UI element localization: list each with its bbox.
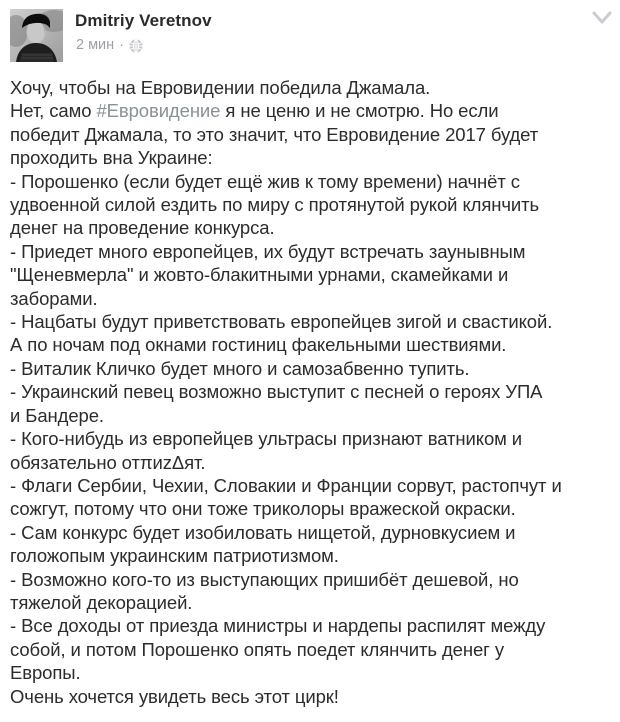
post-text-segment: - Порошенко (если будет ещё жив к тому времени) начнёт с: [10, 170, 520, 192]
post-text-segment: собой, и потом Порошенко опять поедет клянчить денег у: [10, 638, 505, 660]
post-line: [10, 146, 614, 169]
post-line: [10, 614, 614, 637]
post-line: [10, 591, 614, 614]
avatar[interactable]: [10, 9, 63, 62]
globe-icon: [129, 39, 143, 53]
post-text-segment: Очень хочется увидеть весь этот цирк!: [10, 685, 339, 707]
post-text-segment: - Возможно кого-то из выступающих пришибёт дешевой, но: [10, 568, 519, 590]
post-line: [10, 474, 614, 497]
post-text-segment: проходить вна Украине:: [10, 147, 213, 169]
post-text-segment: Нет, само: [10, 100, 97, 122]
post-text-segment: - Приедет много европейцев, их будут встречать заунывным: [10, 240, 526, 262]
post-line: [10, 240, 614, 263]
hashtag-link[interactable]: #Евровидение: [96, 100, 221, 122]
chevron-down-icon[interactable]: [591, 10, 613, 26]
post-line: [10, 123, 614, 146]
post-line: [10, 170, 614, 193]
post-line: [10, 357, 614, 380]
post-meta: [76, 37, 143, 53]
post-text-segment: А по ночам под окнами гостиниц факельными шествиями.: [10, 334, 507, 356]
post-line: [10, 451, 614, 474]
post-line: [10, 544, 614, 567]
post-line: [10, 404, 614, 427]
post-text-segment: тяжелой декорацией.: [10, 591, 193, 613]
post-text-segment: сожгут, потому что они тоже триколоры вражеской окраски.: [10, 498, 516, 520]
post-text-segment: - Кого-нибудь из европейцев ультрасы признают ватником и: [10, 428, 523, 450]
post-line: [10, 685, 614, 708]
post-line: [10, 216, 614, 239]
post-line: [10, 99, 614, 122]
post-text-segment: - Украинский певец возможно выступит с песней о героях УПА: [10, 381, 543, 403]
author-name[interactable]: Dmitriy Veretnov: [75, 11, 212, 30]
post-line: [10, 76, 614, 99]
post-line: [10, 333, 614, 356]
post-text-segment: - Нацбаты будут приветствовать европейцев зигой и свастикой.: [10, 311, 553, 333]
post-text-segment: и Бандере.: [10, 404, 104, 426]
meta-separator: ·: [119, 37, 125, 53]
post-text-segment: "Щеневмерла" и жовто-блакитными урнами, скамейками и: [10, 264, 509, 286]
post-line: [10, 380, 614, 403]
post-line: [10, 638, 614, 661]
post-header: [0, 0, 620, 70]
post-text-segment: Хочу, чтобы на Евровидении победила Джамала.: [10, 77, 431, 98]
post-text-segment: - Все доходы от приезда министры и нардепы распилят между: [10, 615, 546, 637]
post-text-segment: Европы.: [10, 662, 81, 684]
avatar-photo: [10, 9, 63, 62]
timestamp[interactable]: 2 мин: [76, 37, 115, 53]
post-text-segment: удвоенной силой ездить по миру с протянутой рукой клянчить: [10, 194, 540, 216]
post-text-segment: денег на проведение конкурса.: [10, 217, 275, 239]
post-text-segment: голожопым украинским патриотизмом.: [10, 545, 339, 567]
post-text: [10, 76, 614, 708]
post-line: [10, 568, 614, 591]
post-text-segment: победит Джамала, то это значит, что Евровидение 2017 будет: [10, 123, 539, 145]
post-text-segment: - Флаги Сербии, Чехии, Словакии и Франции сорвут, растопчут и: [10, 474, 562, 496]
post-line: [10, 287, 614, 310]
post-line: [10, 263, 614, 286]
post-line: [10, 521, 614, 544]
post-text-segment: - Виталик Кличко будет много и самозабвенно тупить.: [10, 357, 470, 379]
post-text-segment: я не ценю и не смотрю. Но если: [220, 100, 499, 122]
post-line: [10, 310, 614, 333]
post-text-segment: обязательно отπиzΔят.: [10, 451, 206, 473]
post-text-segment: - Сам конкурс будет изобиловать нищетой, дурновкусием и: [10, 521, 516, 543]
post-line: [10, 497, 614, 520]
post-text-segment: заборами.: [10, 287, 98, 309]
post-line: [10, 661, 614, 684]
post-line: [10, 193, 614, 216]
post-line: [10, 427, 614, 450]
